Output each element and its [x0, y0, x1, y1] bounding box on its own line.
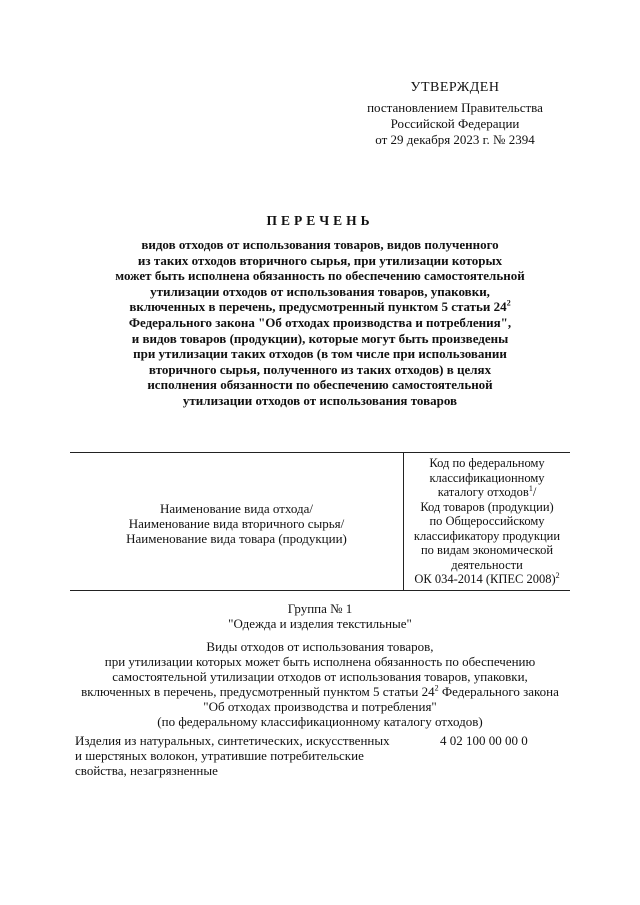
spacer: [70, 631, 570, 639]
group-description-line-article: [70, 684, 570, 699]
subtitle-line: из таких отходов вторичного сырья, при утилизации которых: [137, 252, 503, 268]
approval-line: от 29 декабря 2023 г. № 2394: [375, 132, 535, 147]
group-description-line: при утилизации которых может быть исполнена обязанность по обеспечению: [104, 654, 536, 669]
group-superscript: 2: [434, 683, 439, 693]
document-subtitle: [70, 237, 570, 409]
approval-block: [330, 80, 580, 148]
subtitle-line-article: [70, 299, 570, 315]
subtitle-line: при утилизации таких отходов (в том числе при использовании: [133, 346, 507, 362]
header-line: Наименование вида товара (продукции): [126, 531, 347, 546]
footnote-1-suffix: /: [532, 485, 537, 499]
subtitle-line: может быть исполнена обязанность по обеспечению самостоятельной: [115, 268, 525, 284]
header-line-text: каталогу отходов: [437, 485, 529, 499]
subtitle-line: видов отходов от использования товаров, видов полученного: [141, 237, 499, 252]
subtitle-line: исполнения обязанности по обеспечению самостоятельной: [147, 377, 493, 393]
header-line: Код товаров (продукции): [420, 499, 554, 514]
header-line-footnote: [404, 572, 570, 587]
subtitle-line: утилизации отходов от использования товаров, упаковки,: [150, 283, 490, 299]
subtitle-line: утилизации отходов от использования товаров: [182, 392, 458, 408]
footnote-2-mark: 2: [555, 570, 560, 580]
header-line: Наименование вида отхода/: [159, 501, 314, 516]
header-code-column: [404, 456, 570, 587]
approval-line: Российской Федерации: [390, 116, 520, 131]
group-description-line: Виды отходов от использования товаров,: [206, 639, 434, 654]
header-line-footnote: [404, 485, 570, 500]
header-name-column: [70, 501, 403, 546]
approval-line: постановлением Правительства: [367, 100, 543, 115]
header-line: классификатору продукции: [413, 528, 561, 543]
item-name-line: Изделия из натуральных, синтетических, искусственных: [75, 733, 390, 748]
article-superscript: 2: [506, 299, 511, 309]
group-description-line: самостоятельной утилизации отходов от использования товаров, упаковки,: [112, 669, 528, 684]
footnote-1-mark: 1: [528, 483, 533, 493]
header-line-text: ОК 034-2014 (КПЕС 2008): [414, 572, 556, 586]
header-line: деятельности: [451, 557, 523, 572]
group-description-text: включенных в перечень, предусмотренный пунктом 5 статьи 24: [81, 684, 435, 699]
group-description-tail: Федерального закона: [438, 684, 559, 699]
header-line: Код по федеральному: [429, 456, 545, 470]
list-item-name: [75, 733, 405, 778]
table-header: [70, 452, 570, 591]
group-description-line: "Об отходах производства и потребления": [203, 699, 437, 714]
document-title: ПЕРЕЧЕНЬ: [266, 213, 374, 228]
subtitle-line: Федерального закона "Об отходах производства и потребления",: [128, 314, 512, 330]
header-line: классификационному: [429, 470, 545, 485]
subtitle-line: вторичного сырья, полученного из таких отходов) в целях: [148, 361, 492, 377]
group-section: [70, 601, 570, 729]
list-item-code: 4 02 100 00 00 0: [440, 733, 528, 748]
header-line: Наименование вида вторичного сырья/: [128, 516, 345, 531]
subtitle-line: и видов товаров (продукции), которые могут быть произведены: [131, 330, 509, 346]
subtitle-line-text: включенных в перечень, предусмотренный пунктом 5 статьи 24: [129, 299, 507, 315]
group-name: "Одежда и изделия текстильные": [228, 616, 412, 631]
header-line: по Общероссийскому: [429, 514, 545, 528]
item-name-line: и шерстяных волокон, утратившие потребительские: [75, 748, 364, 763]
group-number: Группа № 1: [287, 601, 353, 616]
group-description-line: (по федеральному классификационному каталогу отходов): [157, 714, 483, 729]
item-name-line: свойства, незагрязненные: [75, 763, 218, 778]
header-line: по видам экономической: [420, 543, 554, 557]
approval-heading: УТВЕРЖДЕН: [410, 80, 500, 95]
